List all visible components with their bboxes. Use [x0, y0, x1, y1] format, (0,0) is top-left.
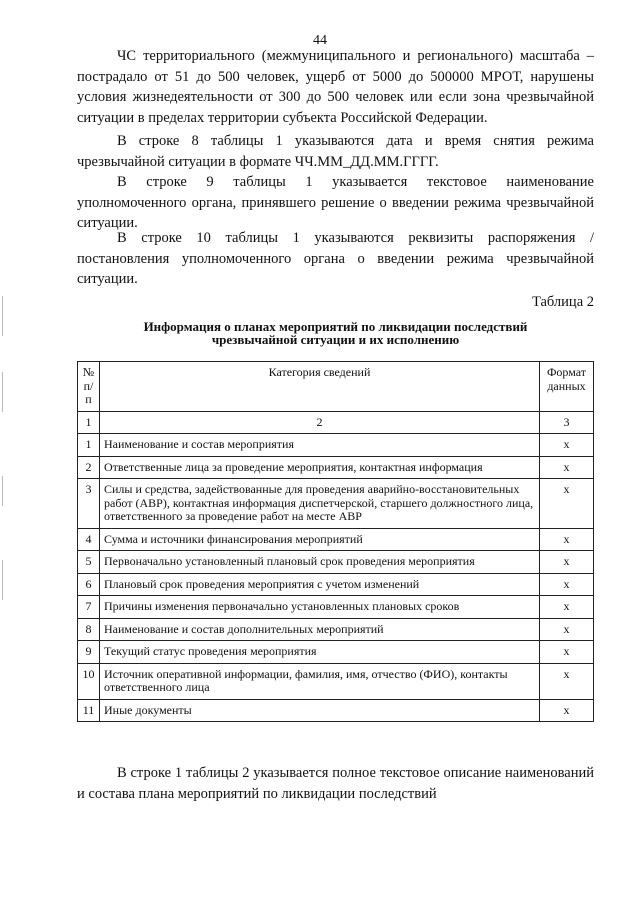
- table-title: [77, 320, 594, 346]
- row-category: Первоначально установленный плановый срок проведения мероприятия: [100, 551, 540, 574]
- row-number: 7: [78, 596, 100, 619]
- paragraph-row9: [77, 172, 594, 234]
- row-number: 9: [78, 641, 100, 664]
- row-category: Иные документы: [100, 699, 540, 722]
- row-format: x: [540, 456, 594, 479]
- table-row: [78, 573, 594, 596]
- table-row: [78, 641, 594, 664]
- row-format: x: [540, 434, 594, 457]
- row-number: 1: [78, 434, 100, 457]
- info-table: [77, 361, 594, 722]
- row-number: 11: [78, 699, 100, 722]
- table-caption: Таблица 2: [531, 294, 594, 310]
- row-number: 5: [78, 551, 100, 574]
- paragraph-text: В строке 8 таблицы 1 указываются дата и время снятия режима чрезвычайной ситуации в формате ЧЧ.ММ_ДД.ММ.ГГГГ.: [77, 133, 594, 170]
- header-category: Категория сведений: [100, 362, 540, 412]
- row-format: x: [540, 551, 594, 574]
- table-row: [78, 434, 594, 457]
- paragraph-text: В строке 9 таблицы 1 указывается текстовое наименование уполномоченного органа, принявшего решение о введении режима чрезвычайной ситуации.: [77, 174, 594, 231]
- column-number: 1: [78, 411, 100, 434]
- row-format: x: [540, 699, 594, 722]
- column-number-row: [78, 411, 594, 434]
- table-row: [78, 596, 594, 619]
- table-row: [78, 456, 594, 479]
- row-category: Плановый срок проведения мероприятия с учетом изменений: [100, 573, 540, 596]
- row-number: 4: [78, 528, 100, 551]
- paragraph-table2-row1: [77, 763, 594, 804]
- header-format: [540, 362, 594, 412]
- row-category: Наименование и состав дополнительных мероприятий: [100, 618, 540, 641]
- page-number: 44: [313, 33, 327, 48]
- header-num-line: п/п: [83, 378, 94, 406]
- row-format: x: [540, 641, 594, 664]
- scan-edge-mark: [2, 476, 3, 506]
- scan-edge-mark: [2, 296, 3, 336]
- row-number: 10: [78, 663, 100, 699]
- column-number: 2: [100, 411, 540, 434]
- row-format: x: [540, 618, 594, 641]
- paragraph-ch-territorial: [77, 46, 594, 128]
- table-header-row: [78, 362, 594, 412]
- table-row: [78, 551, 594, 574]
- row-number: 6: [78, 573, 100, 596]
- table-row: [78, 479, 594, 529]
- row-category: Наименование и состав мероприятия: [100, 434, 540, 457]
- table-row: [78, 699, 594, 722]
- table-title-line: Информация о планах мероприятий по ликвидации последствий: [143, 319, 528, 334]
- table-row: [78, 618, 594, 641]
- row-format: x: [540, 663, 594, 699]
- row-category: Силы и средства, задействованные для проведения аварийно-восстановительных работ (АВР), контактная информация диспетчерской, старшего должностного лица, ответственного за проведение работ на месте АВР: [100, 479, 540, 529]
- row-number: 8: [78, 618, 100, 641]
- row-number: 2: [78, 456, 100, 479]
- table-body: [78, 434, 594, 722]
- paragraph-row8: [77, 131, 594, 172]
- header-num-line: №: [82, 365, 95, 379]
- row-format: x: [540, 573, 594, 596]
- row-category: Причины изменения первоначально установленных плановых сроков: [100, 596, 540, 619]
- row-category: Источник оперативной информации, фамилия, имя, отчество (ФИО), контакты ответственного лица: [100, 663, 540, 699]
- table-row: [78, 663, 594, 699]
- paragraph-row10: [77, 228, 594, 290]
- header-num: [78, 362, 100, 412]
- paragraph-text: ЧС территориального (межмуниципального и регионального) масштаба – пострадало от 51 до 500 человек, ущерб от 5000 до 500000 МРОТ, нарушены условия жизнедеятельности от 300 до 500 человек или если зона чрезвычайной ситуации в пределах территории субъекта Российской Федерации.: [77, 48, 594, 126]
- table-title-line: чрезвычайной ситуации и их исполнению: [211, 332, 460, 347]
- row-category: Ответственные лица за проведение мероприятия, контактная информация: [100, 456, 540, 479]
- row-category: Сумма и источники финансирования мероприятий: [100, 528, 540, 551]
- scan-edge-mark: [2, 372, 3, 412]
- row-number: 3: [78, 479, 100, 529]
- row-format: x: [540, 528, 594, 551]
- paragraph-text: В строке 1 таблицы 2 указывается полное текстовое описание наименований и состава плана мероприятий по ликвидации последствий: [77, 765, 594, 802]
- paragraph-text: В строке 10 таблицы 1 указываются реквизиты распоряжения / постановления уполномоченного органа о введении режима чрезвычайной ситуации.: [77, 230, 594, 287]
- header-format-line: Формат: [546, 365, 587, 379]
- column-number: 3: [540, 411, 594, 434]
- scan-edge-mark: [2, 560, 3, 600]
- table-row: [78, 528, 594, 551]
- header-format-line: данных: [547, 378, 586, 393]
- row-format: x: [540, 596, 594, 619]
- row-format: x: [540, 479, 594, 529]
- row-category: Текущий статус проведения мероприятия: [100, 641, 540, 664]
